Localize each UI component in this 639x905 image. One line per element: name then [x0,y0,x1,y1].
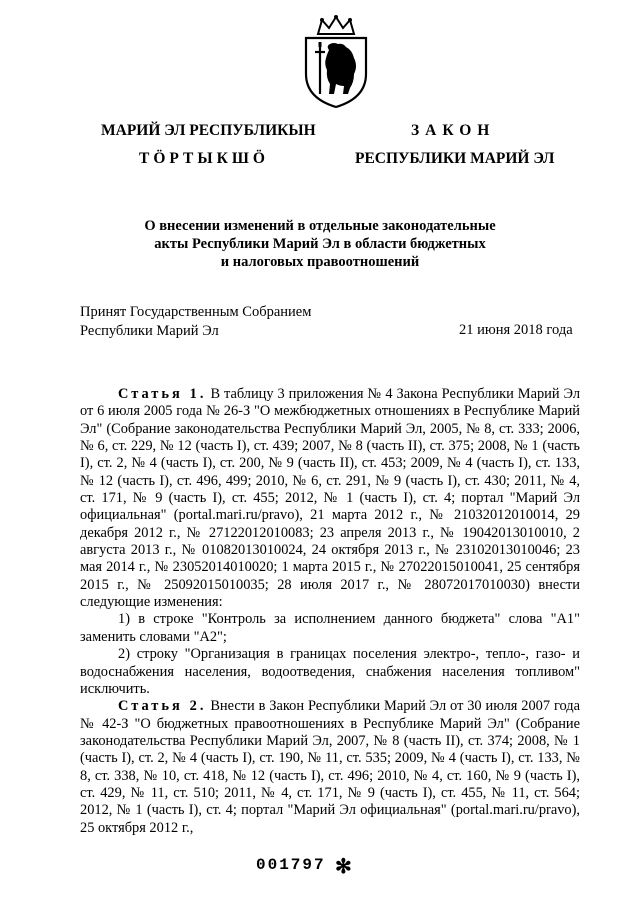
article-2-paragraph [80,698,580,837]
article-1-text: В таблицу 3 приложения № 4 Закона Республики Марий Эл от 6 июля 2005 года № 26-З "О межбюджетных отношениях в Республике Марий Эл" (Собрание законодательства Республики Марий Эл, 2005, № 8, ст. 333; 2006, № 6, ст. 229, № 12 (часть I), ст. 439; 2007, № 8 (часть II), ст. 375; 2008, № 1 (часть I), ст. 2, № 4 (часть I), ст. 200, № 9 (часть II), ст. 453; 2009, № 4 (часть I), ст. 133, № 12 (часть I), ст. 496, 499; 2010, № 6, ст. 291, № 9 (часть I), ст. 430; 2011, № 4, ст. 171, № 9 (часть I), ст. 455; 2012, № 1 (часть I), ст. 4; портал "Марий Эл официальная" (portal.mari.ru/pravo), 21 марта 2012 г., № 21032012010014, 29 декабря 2012 г., № 27122012010083; 23 апреля 2013 г., № 19042013010010, 2 августа 2013 г., № 01082013010024, 24 октября 2013 г., № 23102013010046; 23 мая 2014 г., № 23052014010020; 1 марта 2015 г., № 27022015010041, 25 сентября 2015 г., № 25092015010035; 28 июля 2017 г., № 28072017010030) внести следующие изменения: [80,386,581,611]
title-line: акты Республики Марий Эл в области бюджетных [154,236,486,252]
article-1-item-2: 2) строку "Организация в границах поселения электро-, тепло-, газо- и водоснабжения населения, водоотведения, снабжения населения топливом" исключить. [80,646,580,697]
article-2-label: Статья 2. [118,698,207,715]
article-2-text: Внести в Закон Республики Марий Эл от 30 июля 2007 года № 42-З "О бюджетных правоотношениях в Республике Марий Эл" (Собрание законодательства Республики Марий Эл, 2007, № 8 (часть II), ст. 374; 2008, № 1 (часть I), ст. 2, № 4 (часть I), ст. 190, № 11, ст. 535; 2009, № 4 (часть I), ст. 133, № 8, ст. 338, № 10, ст. 418, № 12 (часть I), ст. 496; 2010, № 4, ст. 160, № 9 (часть I), ст. 429, № 11, ст. 510; 2011, № 4, ст. 171, № 9 (часть I), ст. 455, № 11, ст. 564; 2012, № 1 (часть I), ст. 4; портал "Марий Эл официальная" (portal.mari.ru/pravo), 25 октября 2012 г., [80,698,580,836]
header-right-line2: РЕСПУБЛИКИ МАРИЙ ЭЛ [355,150,555,167]
adoption-block [80,303,311,341]
document-title [80,217,560,271]
adopted-by-line1: Принят Государственным Собранием [80,304,312,320]
article-1-item-1: 1) в строке "Контроль за исполнением данного бюджета" слова "А1" заменить словами "А2"; [80,611,580,645]
header-left-line1: МАРИЙ ЭЛ РЕСПУБЛИКЫН [101,122,316,139]
header-left-line2: ТӦРТЫКШӦ [139,150,269,167]
title-line: О внесении изменений в отдельные законодательные [144,218,496,234]
coat-of-arms-icon [296,14,376,110]
document-serial-number: 001797 [256,856,326,874]
footer-mark: ✻ [335,856,352,878]
article-1-paragraph [80,386,580,611]
adoption-date: 21 июня 2018 года [459,322,573,338]
article-1-label: Статья 1. [118,386,207,402]
title-line: и налоговых правоотношений [220,254,420,270]
header-right-line1: ЗАКОН [411,122,496,139]
adopted-by-line2: Республики Марий Эл [80,323,219,339]
document-body [80,386,580,837]
